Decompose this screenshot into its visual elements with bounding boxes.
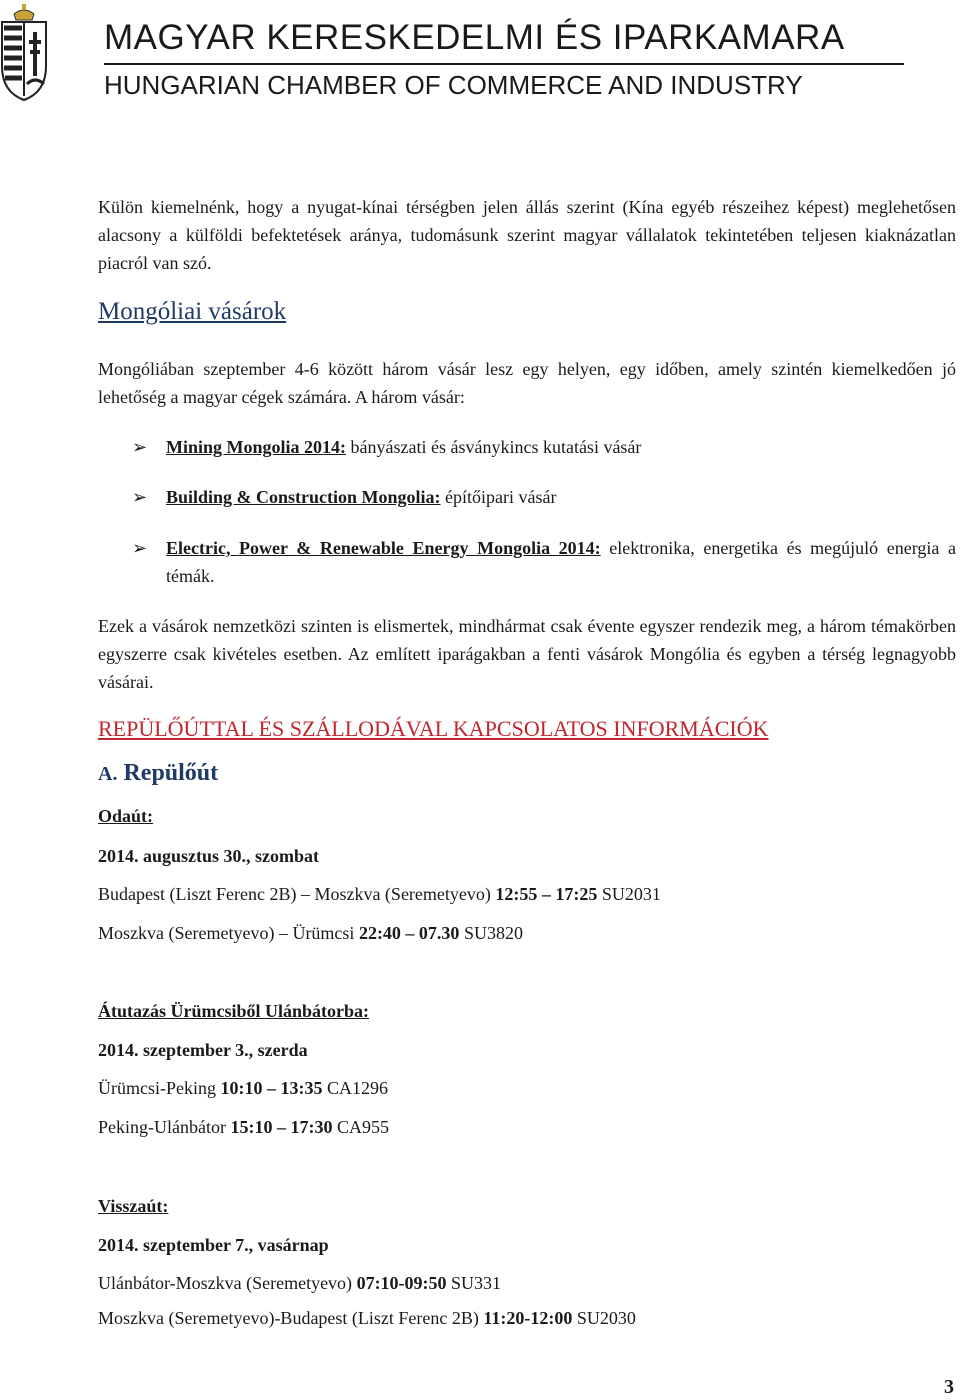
date: 2014. szeptember 3.	[98, 1040, 249, 1060]
flight-code: SU2030	[572, 1308, 636, 1328]
times: 11:20-12:00	[483, 1308, 573, 1328]
flight-code: SU331	[446, 1273, 502, 1293]
outbound-date	[98, 846, 956, 867]
bullet-arrow-icon: ➢	[132, 437, 148, 457]
times: 15:10 – 17:30	[230, 1117, 333, 1137]
flight-code: CA1296	[322, 1078, 388, 1098]
bullet-arrow-icon: ➢	[132, 538, 148, 558]
chamber-title: MAGYAR KERESKEDELMI ÉS IPARKAMARA	[104, 18, 845, 57]
fairs-recognition-paragraph: Ezek a vásárok nemzetközi szinten is elismertek, mindhármat csak évente egyszer rendezik meg, a három témakörben egyszerre csak kivételes esetben. Az említett iparágakban a fenti vásárok Mongólia és egyben a térség legnagyobb vásárai.	[98, 616, 956, 692]
flight-leg	[98, 1078, 956, 1099]
return-date	[98, 1235, 956, 1256]
flight-hotel-info-heading: REPÜLŐÚTTAL ÉS SZÁLLODÁVAL KAPCSOLATOS INFORMÁCIÓK	[98, 716, 769, 741]
flight-leg	[98, 1308, 956, 1329]
header-divider	[104, 63, 904, 65]
route: Moszkva (Seremetyevo)-Budapest (Liszt Ferenc 2B)	[98, 1308, 484, 1328]
intro-paragraph: Külön kiemelnénk, hogy a nyugat-kínai térségben jelen állás szerint (Kína egyéb részeihez képest) meglehetősen alacsony a külföldi befektetések aránya, tudomásunk szerint magyar vállalatok tekintetében teljesen kiaknázatlan piacról van szó.	[98, 197, 956, 273]
flight-code: SU2031	[597, 884, 661, 904]
times: 07:10-09:50	[356, 1273, 447, 1293]
flight-code: SU3820	[459, 923, 523, 943]
flight-code: CA955	[332, 1117, 389, 1137]
section-title: Repülőút	[123, 760, 219, 786]
fair-description: bányászati és ásványkincs kutatási vásár	[346, 437, 642, 457]
fair-name: Mining Mongolia 2014:	[166, 437, 347, 457]
times: 22:40 – 07.30	[358, 923, 460, 943]
return-label: Visszaút:	[98, 1196, 169, 1216]
route: Moszkva (Seremetyevo) – Ürümcsi	[98, 923, 359, 943]
coat-of-arms-icon	[0, 4, 48, 102]
transit-label: Átutazás Ürümcsiből Ulánbátorba:	[98, 1001, 370, 1021]
fairs-paragraph: Mongóliában szeptember 4-6 között három vásár lesz egy helyen, egy időben, amely szintén kiemelkedően jó lehetőség a magyar cégek számára. A három vásár:	[98, 359, 956, 407]
times: 12:55 – 17:25	[495, 884, 598, 904]
chamber-subtitle: HUNGARIAN CHAMBER OF COMMERCE AND INDUSTRY	[104, 70, 803, 100]
outbound-label: Odaút:	[98, 806, 154, 826]
fair-item	[166, 534, 956, 590]
fair-name: Electric, Power & Renewable Energy Mongolia 2014:	[166, 538, 601, 558]
route: Budapest (Liszt Ferenc 2B) – Moszkva (Seremetyevo)	[98, 884, 496, 904]
route: Ulánbátor-Moszkva (Seremetyevo)	[98, 1273, 357, 1293]
fair-description: elektronika, energetika és megújuló energia a témák.	[166, 538, 956, 586]
fair-item	[166, 433, 956, 461]
times: 10:10 – 13:35	[220, 1078, 323, 1098]
weekday: , szombat	[246, 846, 320, 866]
fair-name: Building & Construction Mongolia:	[166, 487, 441, 507]
page-number: 3	[944, 1376, 954, 1398]
date: 2014. augusztus 30.	[98, 846, 247, 866]
weekday: , szerda	[248, 1040, 308, 1060]
date: 2014. szeptember 7.	[98, 1235, 249, 1255]
transit-date	[98, 1040, 956, 1061]
flight-leg	[98, 884, 956, 905]
flight-leg	[98, 1117, 956, 1138]
section-prefix: A.	[98, 763, 118, 785]
fair-item	[166, 483, 956, 511]
flight-leg	[98, 923, 956, 944]
bullet-arrow-icon: ➢	[132, 487, 148, 507]
flight-leg	[98, 1273, 956, 1294]
fair-description: építőipari vásár	[440, 487, 557, 507]
section-heading-mongolian-fairs: Mongóliai vásárok	[98, 298, 287, 325]
route: Ürümcsi-Peking	[98, 1078, 221, 1098]
section-a-heading	[98, 760, 956, 787]
route: Peking-Ulánbátor	[98, 1117, 231, 1137]
weekday: , vasárnap	[248, 1235, 329, 1255]
